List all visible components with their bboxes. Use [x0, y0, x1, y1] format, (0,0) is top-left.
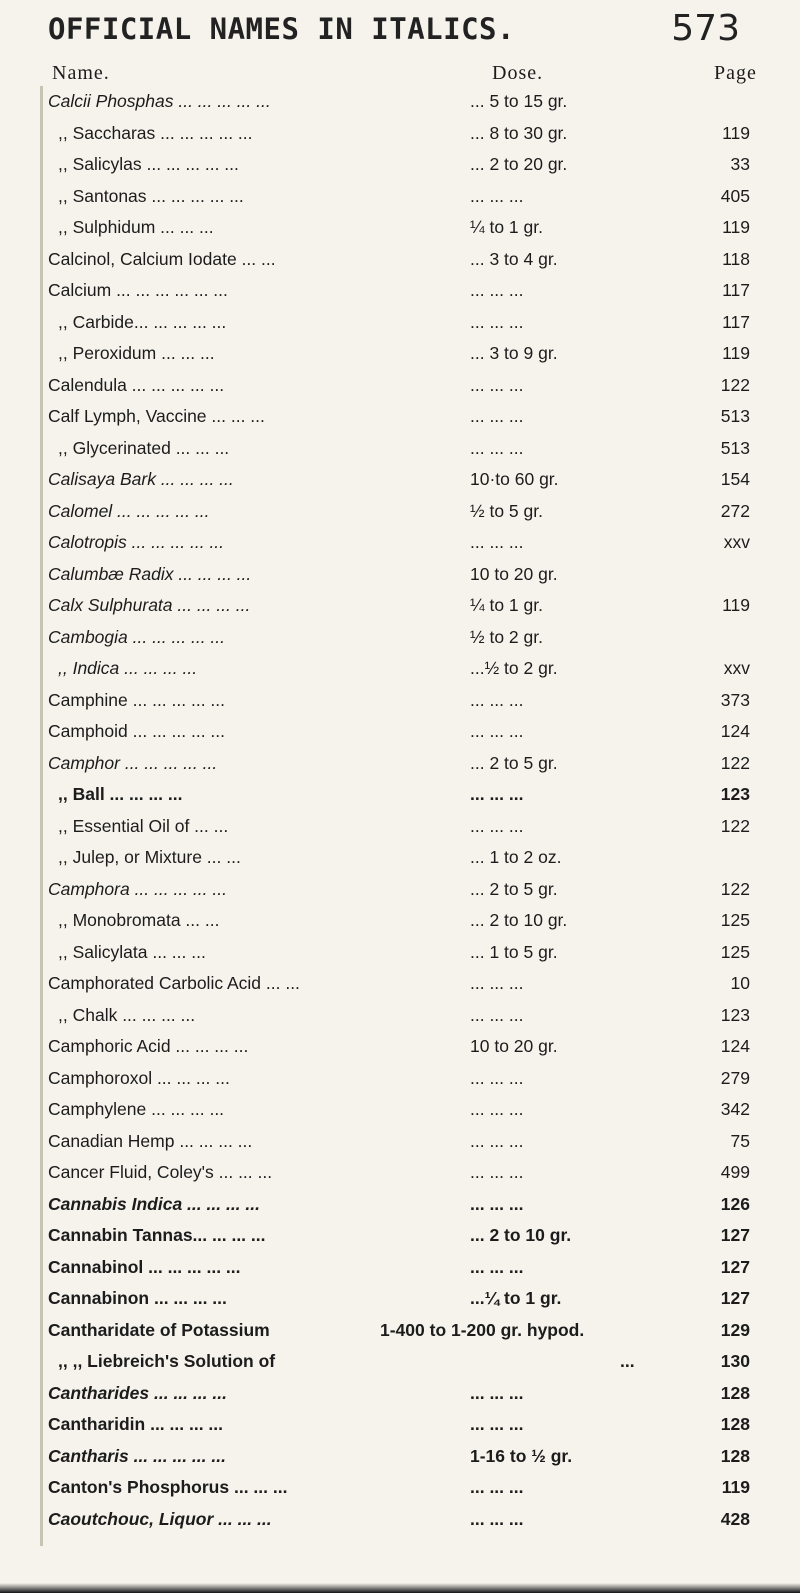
entry-dose: ... 3 to 4 gr. [470, 248, 558, 269]
entry-name: Camphine ... ... ... ... ... [48, 689, 226, 710]
entry-name: ,, Santonas ... ... ... ... ... [58, 185, 244, 206]
entry-name: Calomel ... ... ... ... ... [48, 500, 210, 521]
entry-name: Cannabinol ... ... ... ... ... [48, 1256, 241, 1277]
entry-name: Cantharidin ... ... ... ... [48, 1414, 224, 1434]
table-row [0, 118, 800, 150]
entry-name: ,, Glycerinated ... ... ... [58, 437, 230, 458]
entry-page: 513 [720, 406, 750, 426]
entry-name: ,, Julep, or Mixture ... ... [58, 847, 241, 867]
entry-dose: ... ... ... [470, 1067, 524, 1088]
entry-dose: ... ... ... [470, 1382, 524, 1403]
table-row [0, 464, 800, 496]
entry-dose: ... ... ... [470, 374, 524, 395]
table-row [0, 716, 800, 748]
entry-name: ,, Indica ... ... ... ... [58, 658, 198, 678]
page-header [0, 8, 800, 60]
entry-name: ,, Sulphidum ... ... ... [58, 217, 214, 237]
entry-page: 117 [722, 280, 750, 300]
table-row [0, 1409, 800, 1441]
entry-dose: ... [620, 1351, 635, 1371]
table-row [0, 1472, 800, 1504]
table-row [0, 1126, 800, 1158]
table-row [0, 86, 800, 118]
entry-name: Cantharidate of Potassium [48, 1319, 270, 1340]
entry-page: 119 [721, 1477, 750, 1497]
table-row [0, 590, 800, 622]
table-row [0, 401, 800, 433]
entry-name: Camphoid ... ... ... ... ... [48, 721, 226, 741]
entry-dose: ... ... ... [470, 406, 524, 426]
entry-dose: ½ to 5 gr. [470, 500, 543, 521]
column-header-name: Name. [52, 62, 110, 84]
table-row [0, 653, 800, 685]
entry-dose: ... 2 to 10 gr. [470, 1225, 572, 1245]
entry-name: Calumbæ Radix ... ... ... ... [48, 563, 252, 584]
entry-dose: ... ... ... [470, 311, 524, 332]
table-row [0, 874, 800, 906]
entry-name: Camphora ... ... ... ... ... [48, 878, 227, 899]
entry-page: 127 [720, 1225, 750, 1245]
entry-dose: ... ... ... [470, 1193, 524, 1214]
entry-page: 119 [722, 217, 750, 237]
table-row [0, 1315, 800, 1347]
entry-name: Camphoric Acid ... ... ... ... [48, 1036, 249, 1056]
table-row [0, 779, 800, 811]
entry-dose: ½ to 2 gr. [470, 626, 543, 647]
entry-name: Canton's Phosphorus ... ... ... [48, 1477, 288, 1497]
entry-page: 119 [722, 595, 750, 615]
entry-dose: 1-400 to 1-200 gr. hypod. [380, 1319, 585, 1340]
entry-dose: ... ... ... [470, 1004, 524, 1025]
entry-name: Calendula ... ... ... ... ... [48, 374, 225, 395]
entry-dose: ...½ to 2 gr. [470, 658, 558, 678]
entry-page: 373 [720, 689, 750, 710]
table-row [0, 1063, 800, 1095]
entry-name: Calcii Phosphas ... ... ... ... ... [48, 91, 271, 111]
entry-page: 127 [720, 1256, 750, 1277]
entry-page: 75 [730, 1130, 750, 1151]
table-row [0, 1441, 800, 1473]
entry-page: 122 [720, 878, 750, 899]
entry-page: 126 [720, 1193, 750, 1214]
table-row [0, 370, 800, 402]
entry-dose: ... 1 to 2 oz. [470, 847, 562, 867]
entry-name: ,, Salicylata ... ... ... [58, 941, 206, 962]
entry-dose: 10·to 60 gr. [470, 469, 559, 489]
entry-dose: ... ... ... [470, 973, 524, 993]
table-row [0, 181, 800, 213]
table-row [0, 842, 800, 874]
table-row [0, 937, 800, 969]
entry-page: 122 [720, 374, 750, 395]
running-title: OFFICIAL NAMES IN ITALICS. [48, 12, 515, 46]
entry-name: ,, Peroxidum ... ... ... [58, 343, 215, 363]
entry-page: 10 [730, 973, 750, 993]
table-row [0, 559, 800, 591]
entry-dose: ¼ to 1 gr. [470, 217, 543, 237]
table-row [0, 1283, 800, 1315]
table-row [0, 1504, 800, 1536]
entry-page: 342 [720, 1099, 750, 1119]
column-header-page: Page [714, 62, 757, 84]
entry-dose: ... ... ... [470, 1477, 524, 1497]
entry-dose: ... 5 to 15 gr. [470, 91, 568, 111]
entry-page: 119 [722, 343, 750, 363]
entry-dose: ... ... ... [470, 1256, 524, 1277]
table-row [0, 968, 800, 1000]
entry-dose: ... ... ... [470, 437, 524, 458]
table-row [0, 811, 800, 843]
entry-page: 130 [720, 1351, 750, 1371]
entry-name: Calisaya Bark ... ... ... ... [48, 469, 234, 489]
entry-page: 125 [720, 941, 750, 962]
entry-page: 499 [720, 1162, 750, 1182]
entry-dose: ... ... ... [470, 815, 524, 836]
index-table [0, 86, 800, 1535]
entry-page: 124 [720, 721, 750, 741]
entry-dose: ... 8 to 30 gr. [470, 122, 568, 143]
entry-dose: ... ... ... [470, 280, 524, 300]
table-row [0, 1346, 800, 1378]
entry-dose: ... ... ... [470, 1130, 524, 1151]
entry-dose: ... ... ... [470, 1414, 524, 1434]
entry-name: ,, Carbide... ... ... ... ... [58, 311, 227, 332]
entry-dose: ... 2 to 5 gr. [470, 752, 558, 773]
entry-name: Cambogia ... ... ... ... ... [48, 626, 226, 647]
entry-dose: ... ... ... [470, 721, 524, 741]
entry-name: Cannabinon ... ... ... ... [48, 1288, 227, 1308]
entry-name: ,, Chalk ... ... ... ... [58, 1004, 196, 1025]
entry-dose: ... ... ... [470, 1099, 524, 1119]
table-row [0, 1220, 800, 1252]
entry-dose: 10 to 20 gr. [470, 563, 558, 584]
entry-dose: ... 2 to 10 gr. [470, 910, 568, 930]
table-row [0, 622, 800, 654]
table-row [0, 275, 800, 307]
entry-dose: ... ... ... [470, 185, 524, 206]
entry-page: xxv [723, 658, 750, 678]
entry-name: Caoutchouc, Liquor ... ... ... [48, 1508, 272, 1529]
entry-name: Cannabis Indica ... ... ... ... [48, 1193, 260, 1214]
entry-page: 128 [720, 1445, 750, 1466]
entry-dose: ... ... ... [470, 784, 524, 804]
entry-page: 405 [720, 185, 750, 206]
entry-page: 123 [720, 1004, 750, 1025]
entry-dose: ... 3 to 9 gr. [470, 343, 558, 363]
table-row [0, 212, 800, 244]
table-row [0, 1094, 800, 1126]
entry-name: ,, ,, Liebreich's Solution of [58, 1351, 276, 1371]
entry-dose: ¼ to 1 gr. [470, 595, 543, 615]
entry-dose: ... ... ... [470, 1162, 524, 1182]
entry-name: Cantharis ... ... ... ... ... [48, 1445, 226, 1466]
table-row [0, 149, 800, 181]
entry-dose: ... ... ... [470, 1508, 524, 1529]
table-row [0, 1157, 800, 1189]
table-row [0, 685, 800, 717]
page-bottom-edge [0, 1583, 800, 1593]
entry-page: 154 [720, 469, 750, 489]
table-row [0, 307, 800, 339]
entry-name: Cancer Fluid, Coley's ... ... ... [48, 1162, 273, 1182]
entry-dose: ... ... ... [470, 689, 524, 710]
entry-page: 125 [720, 910, 750, 930]
table-row [0, 1031, 800, 1063]
table-row [0, 1000, 800, 1032]
entry-page: 128 [720, 1414, 750, 1434]
table-row [0, 527, 800, 559]
entry-name: Canadian Hemp ... ... ... ... [48, 1130, 253, 1151]
entry-name: Calf Lymph, Vaccine ... ... ... [48, 406, 265, 426]
entry-name: Camphylene ... ... ... ... [48, 1099, 225, 1119]
table-row [0, 1378, 800, 1410]
column-header-dose: Dose. [492, 62, 544, 84]
entry-name: ,, Saccharas ... ... ... ... ... [58, 122, 253, 143]
entry-dose: ... 2 to 5 gr. [470, 878, 558, 899]
entry-page: 279 [720, 1067, 750, 1088]
entry-page: 128 [720, 1382, 750, 1403]
entry-dose: ... ... ... [470, 532, 524, 552]
entry-page: 124 [720, 1036, 750, 1056]
entry-page: 33 [730, 154, 750, 174]
table-row [0, 1189, 800, 1221]
entry-page: 272 [720, 500, 750, 521]
entry-dose: 1-16 to ½ gr. [470, 1445, 573, 1466]
entry-page: 122 [720, 815, 750, 836]
table-row [0, 433, 800, 465]
entry-page: 129 [720, 1319, 750, 1340]
entry-dose: ... 2 to 20 gr. [470, 154, 568, 174]
table-row [0, 244, 800, 276]
entry-page: 118 [722, 248, 750, 269]
page-number: 573 [671, 8, 740, 49]
table-row [0, 496, 800, 528]
entry-page: 123 [720, 784, 750, 804]
entry-name: Cantharides ... ... ... ... [48, 1382, 227, 1403]
entry-page: 127 [720, 1288, 750, 1308]
entry-page: 428 [720, 1508, 750, 1529]
entry-name: Cannabin Tannas... ... ... ... [48, 1225, 266, 1245]
table-row [0, 338, 800, 370]
entry-name: ,, Ball ... ... ... ... [58, 784, 183, 804]
entry-page: 119 [722, 122, 750, 143]
table-row [0, 905, 800, 937]
table-row [0, 748, 800, 780]
entry-name: Calx Sulphurata ... ... ... ... [48, 595, 251, 615]
entry-name: Calotropis ... ... ... ... ... [48, 532, 225, 552]
table-row [0, 1252, 800, 1284]
entry-dose: 10 to 20 gr. [470, 1036, 558, 1056]
entry-name: ,, Essential Oil of ... ... [58, 815, 229, 836]
entry-name: Calcinol, Calcium Iodate ... ... [48, 248, 276, 269]
entry-name: Camphoroxol ... ... ... ... [48, 1067, 230, 1088]
entry-name: Calcium ... ... ... ... ... ... [48, 280, 228, 300]
entry-page: 122 [720, 752, 750, 773]
entry-page: 117 [722, 311, 750, 332]
entry-dose: ...¼ to 1 gr. [470, 1288, 562, 1308]
entry-name: Camphor ... ... ... ... ... [48, 752, 218, 773]
entry-name: ,, Monobromata ... ... [58, 910, 220, 930]
entry-dose: ... 1 to 5 gr. [470, 941, 558, 962]
entry-name: ,, Salicylas ... ... ... ... ... [58, 154, 239, 174]
entry-page: xxv [723, 532, 750, 552]
entry-name: Camphorated Carbolic Acid ... ... [48, 973, 300, 993]
entry-page: 513 [720, 437, 750, 458]
